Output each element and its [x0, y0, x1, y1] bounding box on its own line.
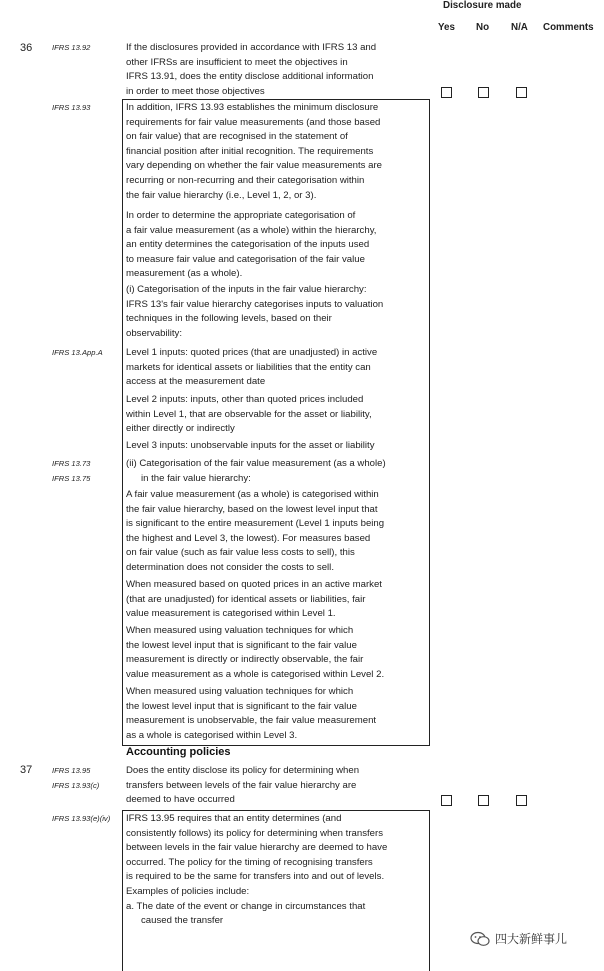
guidance-paragraph: Level 1 inputs: quoted prices (that are unadjusted) in active markets for identical assets or liabilities that the entity can access at the measurement date — [126, 347, 378, 388]
ifrs-reference: IFRS 13.93 — [52, 103, 91, 112]
guidance-paragraph: (ii) Categorisation of the fair value measurement (as a whole) in the fair value hierarchy: — [126, 458, 386, 484]
watermark — [470, 930, 567, 947]
guidance-paragraph: When measured based on quoted prices in an active market (that are unadjusted) for identical assets or liabilities, fair value measurement is categorised within Level 1. — [126, 579, 382, 620]
guidance-paragraph: IFRS 13.95 requires that an entity determines (and consistently follows) its policy for determining when transfers between levels in the fair value hierarchy are deemed to have occurred. The policy for the timing of recognising transfers is required to be the same for transfers into and out of levels. Examples of policies include: a. The date of the event or change in circumstances that caused the transfer — [126, 813, 388, 927]
question-text: If the disclosures provided in accordance with IFRS 13 and other IFRSs are insufficient to meet the objectives in IFRS 13.91, does the entity disclose additional information in order to meet those objectives — [126, 42, 377, 97]
ifrs-reference: IFRS 13.App.A — [52, 348, 103, 357]
col-comments-header: Comments — [543, 22, 594, 33]
no-checkbox[interactable] — [478, 795, 489, 806]
guidance-paragraph: When measured using valuation techniques for which the lowest level input that is significant to the fair value measurement is unobservable, the fair value measurement as a whole is categorised within Level 3. — [126, 686, 377, 741]
disclosure-made-header: Disclosure made — [443, 0, 522, 11]
guidance-paragraph: Level 3 inputs: unobservable inputs for the asset or liability — [126, 440, 375, 451]
col-na-header: N/A — [511, 22, 528, 33]
na-checkbox[interactable] — [516, 87, 527, 98]
col-no-header: No — [476, 22, 490, 33]
ifrs-reference: IFRS 13.73 — [52, 459, 91, 468]
ifrs-reference: IFRS 13.93(c) — [52, 781, 100, 790]
guidance-paragraph: In addition, IFRS 13.93 establishes the minimum disclosure requirements for fair value measurements (and those based on fair value) that are recognised in the statement of financial position after initial recognition. The requirements vary depending on whether the fair value measurements are recurring or non-recurring and their categorisation within the fair value hierarchy (i.e., Level 1, 2, or 3). — [126, 102, 382, 201]
ifrs-reference: IFRS 13.95 — [52, 766, 91, 775]
guidance-paragraph: (i) Categorisation of the inputs in the fair value hierarchy: IFRS 13's fair value hierarchy categorises inputs to valuation techniques in the following levels, based on their observability: — [126, 284, 384, 339]
section-heading: Accounting policies — [126, 746, 231, 758]
watermark-text: 四大新鲜事儿 — [495, 932, 568, 946]
ifrs-reference: IFRS 13.75 — [52, 474, 91, 483]
yes-checkbox[interactable] — [441, 87, 452, 98]
ifrs-reference: IFRS 13.93(e)(iv) — [52, 814, 111, 823]
item-number: 37 — [20, 764, 33, 776]
no-checkbox[interactable] — [478, 87, 489, 98]
guidance-paragraph: In order to determine the appropriate categorisation of a fair value measurement (as a whole) within the hierarchy, an entity determines the categorisation of the inputs used to measure fair value and categorisation of the fair value measurement (as a whole). — [126, 210, 377, 280]
question-text: Does the entity disclose its policy for determining when transfers between levels of the fair value hierarchy are deemed to have occurred — [126, 765, 360, 806]
item-number: 36 — [20, 42, 33, 54]
ifrs-reference: IFRS 13.92 — [52, 43, 91, 52]
col-yes-header: Yes — [438, 22, 455, 33]
na-checkbox[interactable] — [516, 795, 527, 806]
guidance-paragraph: When measured using valuation techniques for which the lowest level input that is significant to the fair value measurement is directly or indirectly observable, the fair value measurement as a whole is categorised within Level 2. — [126, 625, 385, 680]
wechat-icon — [470, 931, 490, 947]
guidance-paragraph: Level 2 inputs: inputs, other than quoted prices included within Level 1, that are observable for the asset or liability, either directly or indirectly — [126, 394, 372, 435]
yes-checkbox[interactable] — [441, 795, 452, 806]
guidance-paragraph: A fair value measurement (as a whole) is categorised within the fair value hierarchy, based on the lowest level input that is significant to the entire measurement (Level 1 inputs being the highest and Level 3, the lowest). For measures based on fair value (such as fair value less costs to sell), this determination does not consider the costs to sell. — [126, 489, 385, 573]
